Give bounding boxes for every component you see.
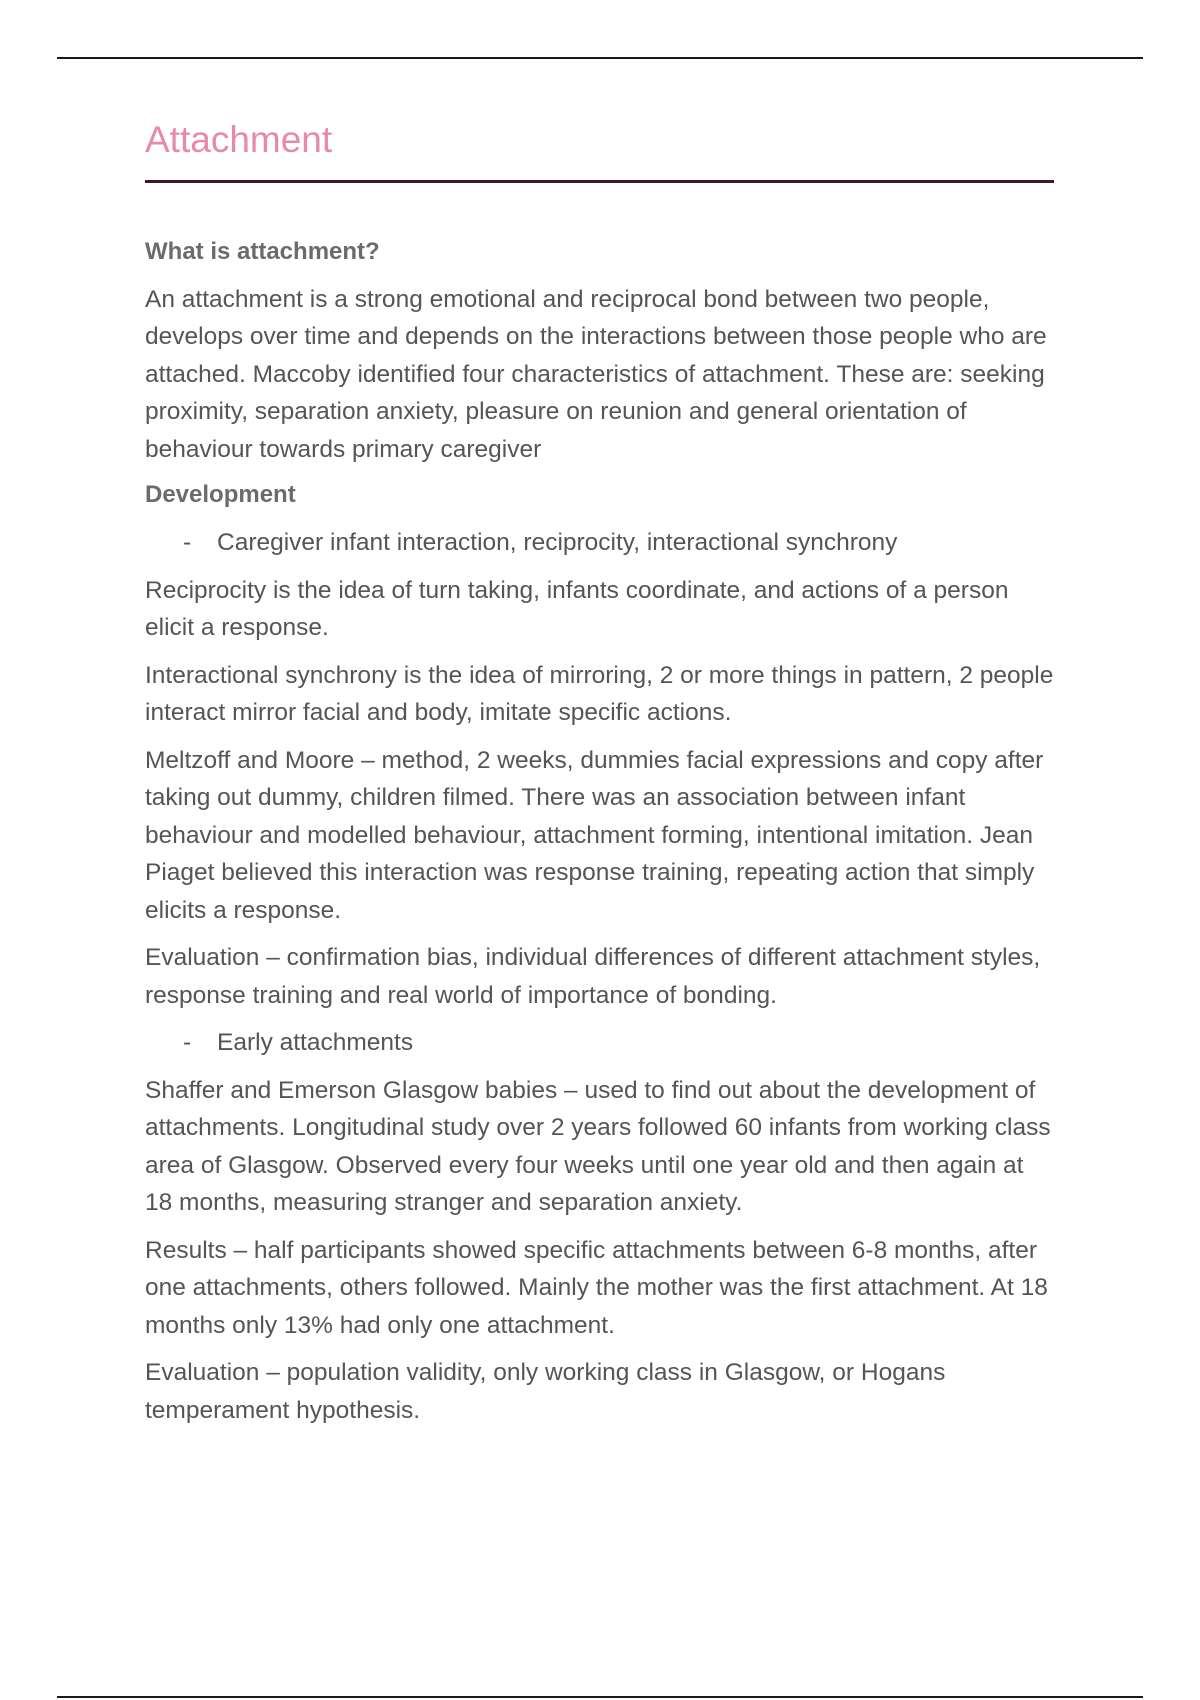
bullet-text: Early attachments <box>217 1029 414 1057</box>
paragraph-shaffer-emerson: Shaffer and Emerson Glasgow babies – used to find out about the development of attachments. Longitudinal study over 2 years followed 60 infants from working class area of Glasgow. Observed every four weeks until one year old and then again at 18 months, measuring stranger and separation anxiety. <box>145 1076 1051 1217</box>
paragraph-evaluation-2: Evaluation – population validity, only working class in Glasgow, or Hogans temperament hypothesis. <box>145 1359 946 1424</box>
title-underline <box>145 180 1054 183</box>
page-top-rule <box>57 57 1143 59</box>
bullet-dash: - <box>183 529 192 557</box>
bullet-text: Caregiver infant interaction, reciprocity, interactional synchrony <box>217 529 898 557</box>
paragraph-reciprocity: Reciprocity is the idea of turn taking, infants coordinate, and actions of a person elicit a response. <box>145 576 1009 642</box>
paragraph-interactional-synchrony: Interactional synchrony is the idea of mirroring, 2 or more things in pattern, 2 people interact mirror facial and body, imitate specific actions. <box>145 661 1054 727</box>
paragraph-definition: An attachment is a strong emotional and reciprocal bond between two people, develops over time and depends on the interactions between those people who are attached. Maccoby identified four characteristics of attachment. These are: seeking proximity, separation anxiety, pleasure on reunion and general orientation of behaviour towards primary caregiver <box>145 285 1047 463</box>
bullet-dash: - <box>183 1029 192 1057</box>
bullet-caregiver-infant-interaction <box>145 524 1055 562</box>
document-title: Attachment <box>145 119 333 160</box>
page-bottom-rule <box>57 1696 1143 1698</box>
heading-what-is-attachment: What is attachment? <box>145 238 380 266</box>
paragraph-meltzoff-moore: Meltzoff and Moore – method, 2 weeks, dummies facial expressions and copy after taking out dummy, children filmed. There was an association between infant behaviour and modelled behaviour, attachment forming, intentional imitation. Jean Piaget believed this interaction was response training, repeating action that simply elicits a response. <box>145 746 1044 924</box>
paragraph-results: Results – half participants showed specific attachments between 6-8 months, after one attachments, others followed. Mainly the mother was the first attachment. At 18 months only 13% had only one attachment. <box>145 1236 1048 1339</box>
document-body <box>145 118 1055 1439</box>
heading-development: Development <box>145 481 296 509</box>
bullet-early-attachments <box>145 1024 1055 1062</box>
paragraph-evaluation-1: Evaluation – confirmation bias, individual differences of different attachment styles, response training and real world of importance of bonding. <box>145 944 1041 1009</box>
